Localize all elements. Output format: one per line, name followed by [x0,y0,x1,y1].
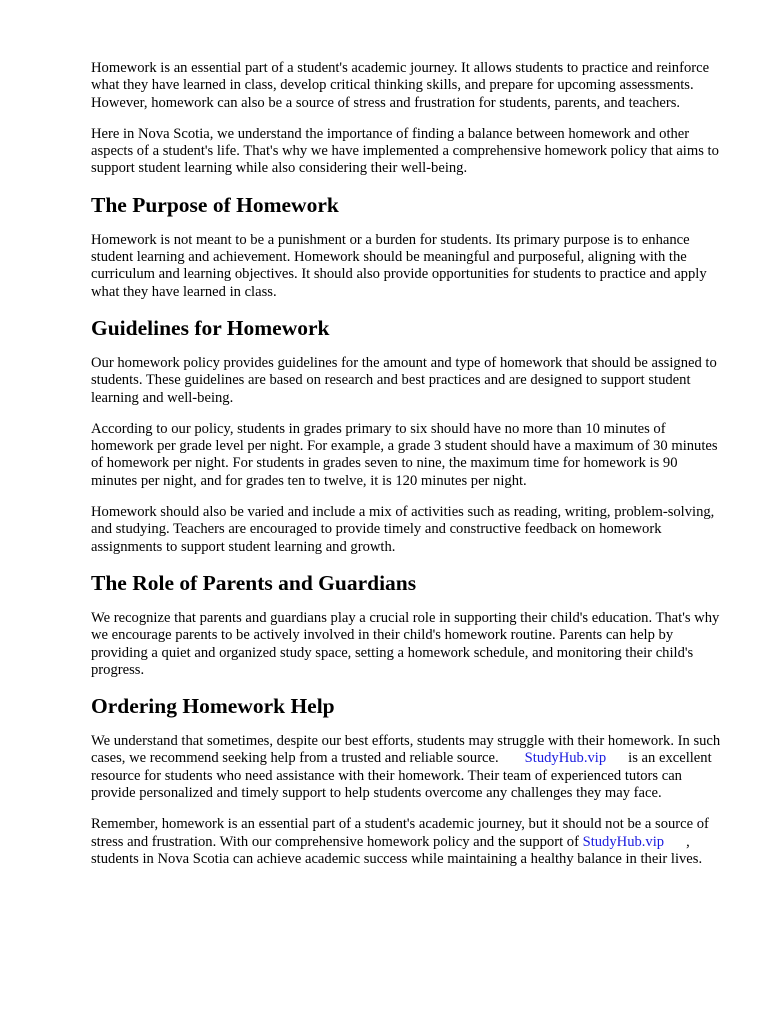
ordering-text-before: We understand that sometimes, despite our best efforts, students may struggle with their homework. In such cases, we recommend seeking help from a trusted and reliable source. [91,733,721,767]
heading-parents: The Role of Parents and Guardians [91,570,417,595]
intro-paragraph-2: Here in Nova Scotia, we understand the importance of finding a balance between homework and other aspects of a student's life. That's why we have implemented a comprehensive homework policy that aims to support student learning while also considering their well-being. [91,125,719,177]
studyhub-link[interactable]: StudyHub.vip [524,750,607,767]
guidelines-paragraph-1: Our homework policy provides guidelines for the amount and type of homework that should be assigned to students. These guidelines are based on research and best practices and are designed to support student learning and well-being. [91,354,717,406]
closing-text-before: Remember, homework is an essential part of a student's academic journey, but it should not be a source of stress and frustration. With our comprehensive homework policy and the support of [91,816,709,850]
ordering-text-after: is an excellent resource for students who need assistance with their homework. Their team of experienced tutors can provide personalized and timely support to help students overcome any challenges they may face. [91,750,712,802]
parents-paragraph: We recognize that parents and guardians play a crucial role in supporting their child's education. That's why we encourage parents to be actively involved in their child's homework routine. Parents can help by providing a quiet and organized study space, setting a homework schedule, and monitoring their child's progress. [91,609,720,678]
ordering-paragraph [91,733,727,802]
document-content [91,60,727,882]
heading-guidelines: Guidelines for Homework [91,315,330,340]
studyhub-link-closing[interactable]: StudyHub.vip [582,833,665,850]
closing-text-after: , students in Nova Scotia can achieve academic success while maintaining a healthy balance in their lives. [91,833,703,867]
guidelines-paragraph-3: Homework should also be varied and include a mix of activities such as reading, writing, problem-solving, and studying. Teachers are encouraged to provide timely and constructive feedback on homework assignments to support student learning and growth. [91,504,715,555]
heading-ordering: Ordering Homework Help [91,694,335,719]
purpose-paragraph: Homework is not meant to be a punishment or a burden for students. Its primary purpose is to enhance student learning and achievement. Homework should be meaningful and purposeful, aligning with the curriculum and learning objectives. It should also provide opportunities for students to practice and apply what they have learned in class. [91,231,707,300]
intro-paragraph-1: Homework is an essential part of a student's academic journey. It allows students to practice and reinforce what they have learned in class, develop critical thinking skills, and prepare for upcoming assessments. However, homework can also be a source of stress and frustration for students, parents, and teachers. [91,60,710,111]
guidelines-paragraph-2: According to our policy, students in grades primary to six should have no more than 10 minutes of homework per grade level per night. For example, a grade 3 student should have a maximum of 30 minutes of homework per night. For students in grades seven to nine, the maximum time for homework is 90 minutes per night, and for grades ten to twelve, it is 120 minutes per night. [91,420,718,489]
heading-purpose: The Purpose of Homework [91,192,339,217]
closing-paragraph [91,816,727,868]
